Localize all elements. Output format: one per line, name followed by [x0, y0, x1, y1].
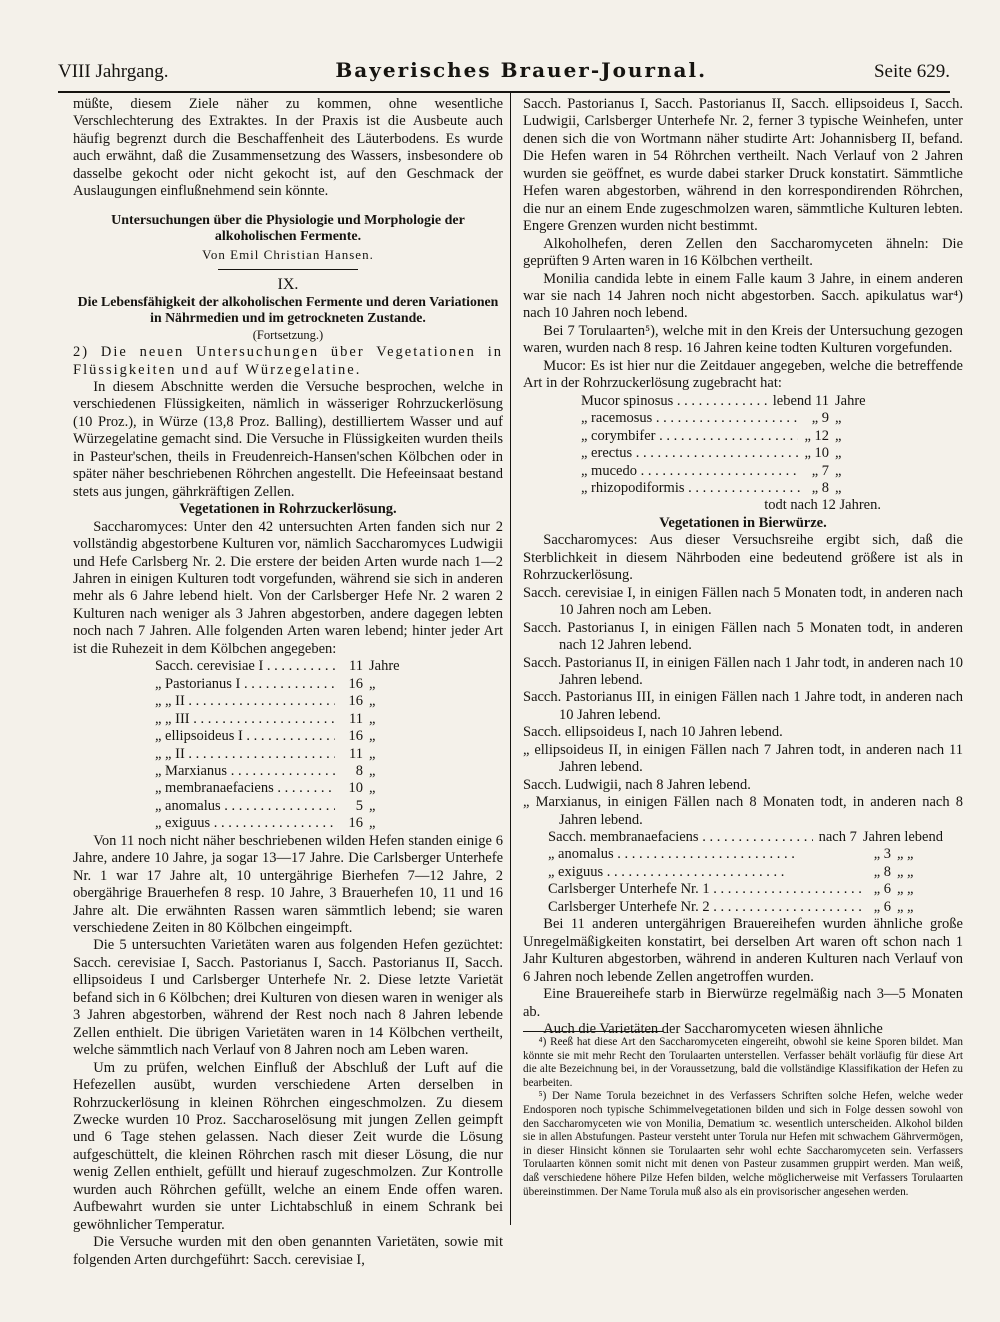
paragraph: Die Versuche wurden mit den oben genannten Varietäten, sowie mit folgenden Arten durchgeführt: Sacch. cerevisiae I, [73, 1234, 503, 1268]
list-item: Sacch. cerevisiae I, in einigen Fällen nach 5 Monaten todt, in anderen nach 10 Jahren noch am Leben. [523, 584, 963, 619]
paragraph: Auch die Varietäten der Saccharomyceten wiesen ähnliche [543, 1021, 883, 1038]
paragraph: Sacch. Pastorianus I, Sacch. Pastorianus II, Sacch. ellipsoideus I, Sacch. Ludwigii, Carlsberger Unterhefe Nr. 2, ferner 3 typische Weinhefen, unter denen sich die von Wortmann näher studirte Art: Johannisberg II, befand. Die Hefen waren in 54 Röhrchen vertheilt. Nach Verlauf von 2 Jahren wurden sie geöffnet, es wurde dabei starker Druck konstatirt. Sämmtliche Hefen waren abgestorben, während in den korrespondirenden Röhrchen, die nur an einem Ende zugeschmolzen waren, sämmtliche Kulturen lebten. Engere Grenzen wurden nicht bestimmt. [523, 96, 963, 235]
section-heading-2: 2) Die neuen Untersuchungen über Vegetationen in Flüssigkeiten und auf Würzegelatine. [73, 344, 503, 378]
list-item: „ Marxianus, in einigen Fällen nach 8 Monaten todt, in anderen nach 8 Jahren lebend. [523, 794, 963, 828]
mucor-list [581, 393, 881, 515]
list-item: „ rhizopodiformis . . . „ 8 „ [581, 480, 881, 497]
list-item: „ Pastorianus I . . . 16 „ [155, 676, 415, 693]
heading-bierwuerze: Vegetationen in Bierwürze. [659, 514, 827, 531]
paragraph: In diesem Abschnitte werden die Versuche besprochen, welche in verschiedenen Flüssigkeiten, nämlich in wässeriger Rohrzuckerlösung (10 Proz.), in Würze (13,8 Proz. Balling), destilliertem Wasser und auf Würzegelatine gemacht sind. Die Versuche in Flüssigkeiten wurden theils in Pasteur'schen, theils in Freudenreich-Hansen'schen Kölbchen oder in später näher beschriebenen Röhrchen angestellt. Die Hefeeinsaat bestand stets aus jungen, gährkräftigen Zellen. [73, 378, 503, 500]
page-number: Seite 629. [873, 61, 950, 82]
list-item: „ anomalus . . . 5 „ [155, 798, 415, 815]
list-item: Sacch. Pastorianus II, in einigen Fällen nach 1 Jahr todt, in anderen nach 10 Jahren lebend. [523, 654, 963, 688]
journal-title: Bayerisches Brauer-Journal. [335, 58, 708, 82]
article-byline: Von Emil Christian Hansen. [202, 246, 374, 262]
wuerze-list [548, 829, 943, 916]
title-rule [218, 269, 358, 270]
list-item: „ exiguus . . . „ 8 „ „ [548, 864, 943, 881]
mucor-end-line: todt nach 12 Jahren. [764, 497, 881, 514]
yeast-list [155, 658, 415, 833]
section-numeral: IX. [277, 276, 299, 294]
list-item: „ Marxianus . . . 8 „ [155, 763, 415, 780]
header-rule [58, 91, 950, 93]
footnote: ⁴) Reeß hat diese Art den Saccharomyceten eingereiht, obwohl sie keine Sporen bildet. Man könnte sie mit mehr Recht den Torulaarten unterstellen. Verfasser behält vorläufig für diese Art die alte Bezeichnung bei, in der Voraussetzung, bald die vollständige Klassifikation der Hefen zu bearbeiten. [523, 1036, 963, 1089]
article-title: Untersuchungen über die Physiologie und Morphologie der alkoholischen Fermente. [111, 212, 465, 245]
right-column [523, 96, 963, 1038]
footnote-rule [523, 1031, 663, 1032]
list-item: „ „ II . . . 16 „ [155, 693, 415, 710]
list-item: Sacch. Ludwigii, nach 8 Jahren lebend. [523, 776, 751, 793]
paragraph: Von 11 noch nicht näher beschriebenen wilden Hefen standen einige 6 Jahre, andere 10 Jahre, ja sogar 13—17 Jahre. Die Carlsberger Unterhefe Nr. 1 war 17 Jahre alt, 10 untergährige Bierhefen 7—12 Jahre, 2 obergährige Brauerhefen 8 resp. 10 Jahre, 3 Brauerhefen 10, 11 und 16 Jahre alt. Die erwähnten Rassen waren sämmtlich lebend; sie waren verschiedene Zeiten in 80 Kölbchen eingeimpft. [73, 832, 503, 937]
paragraph: Bei 11 anderen untergährigen Brauereihefen wurden ähnliche große Unregelmäßigkeiten konstatirt, bei derselben Art waren oft schon nach 1 Jahr Kulturen abgestorben, während in anderen Kulturen nach Verlauf von 6 Jahren noch lebende Zellen angetroffen wurden. [523, 916, 963, 985]
footnotes [523, 1036, 963, 1199]
list-item: „ erectus . . . „ 10 „ [581, 445, 881, 462]
page-header [58, 58, 950, 88]
continued-note: (Fortsetzung.) [252, 327, 324, 342]
paragraph: Mucor: Es ist hier nur die Zeitdauer angegeben, welche die betreffende Art in der Rohrzuckerlösung zugebracht hat: [523, 357, 963, 392]
paragraph: Um zu prüfen, welchen Einfluß der Abschluß der Luft auf die Hefezellen ausübt, wurden verschiedene Arten derselben in Rohrzuckerlösung in kleinen Röhrchen eingeschmolzen. Zu diesem Zwecke wurden 10 Proz. Saccharoselösung mit jungen Zellen geimpft und 6 Tage stehen gelassen. Nach dieser Zeit wurde die Lösung aufgeschüttelt, die kleinen Röhrchen rasch mit dieser Lösung, die nur wenig Zellen enthielt, gefüllt und hierauf zugeschmolzen. Zur Kontrolle wurden auch Röhrchen gefüllt, welche an einem Ende offen waren. Aufbewahrt wurden sie unter Lichtabschluß in einem Schrank bei gewöhnlicher Temperatur. [73, 1059, 503, 1233]
list-item: Mucor spinosus . . . lebend 11 Jahre [581, 393, 881, 410]
paragraph: Saccharomyces: Aus dieser Versuchsreihe ergibt sich, daß die Sterblichkeit in diesem Nährboden eine bedeutend größere ist als in Rohrzuckerlösung. [523, 532, 963, 584]
list-item: Carlsberger Unterhefe Nr. 2 . . . „ 6 „ „ [548, 899, 943, 916]
list-item: Sacch. cerevisiae I . . . 11 Jahre [155, 658, 415, 675]
left-column [73, 96, 503, 1269]
list-item: „ corymbifer . . . „ 12 „ [581, 428, 881, 445]
paragraph: Bei 7 Torulaarten⁵), welche mit in den Kreis der Untersuchung gezogen waren, wurden nach 8 resp. 16 Jahren keine todten Kulturen vorgefunden. [523, 322, 963, 357]
continuation-paragraph: müßte, diesem Ziele näher zu kommen, ohne wesentliche Verschlechterung des Extraktes. In der Praxis ist die Ausbeute auch häufig begrenzt durch die Beschaffenheit des Läuterbodens. Es wurde auch erwähnt, daß die Zusammensetzung des Wassers, insbesondere ob dasselbe gekocht oder nicht gekocht ist, auf den Geschmack der Auslaugungen einflußnehmend sein könnte. [73, 96, 503, 200]
paragraph: Eine Brauereihefe starb in Bierwürze regelmäßig nach 3—5 Monaten ab. [523, 986, 963, 1020]
column-divider [510, 93, 511, 1225]
list-item: Carlsberger Unterhefe Nr. 1 . . . „ 6 „ „ [548, 881, 943, 898]
list-item: Sacch. Pastorianus I, in einigen Fällen nach 5 Monaten todt, in anderen nach 12 Jahren lebend. [523, 619, 963, 654]
list-item: „ „ II . . . 11 „ [155, 746, 415, 763]
list-item: „ mucedo . . . „ 7 „ [581, 463, 881, 480]
list-item: „ ellipsoideus I . . . 16 „ [155, 728, 415, 745]
volume-label: VIII Jahrgang. [58, 61, 169, 82]
footnote: ⁵) Der Name Torula bezeichnet in des Verfassers Schriften solche Hefen, welche weder Endosporen noch typische Schimmelvegetationen bilden und sich in Folge dessen sowohl von den Saccharomyceten wie von Monilia, Dematium ꝛc. wesentlich unterscheiden. Alkohol bilden sie in allen Abstufungen. Pasteur versteht unter Torula nur Hefen mit schwachem Gährvermögen, in dieser Hinsicht können sie Torulaarten sehr wohl echte Saccharomyceten sein. Verfassers Torulaarten können somit nicht mit denen von Pasteur zusammen gruppirt werden. Man weiß, daß verschiedene höhere Pilze Hefen bilden, welche möglicherweise mit Verfassers Torulaarten übereinstimmen. Der Name Torula muß also als ein provisorischer angesehen werden. [523, 1090, 963, 1198]
list-item: „ ellipsoideus II, in einigen Fällen nach 7 Jahren todt, in anderen nach 11 Jahren lebend. [523, 741, 963, 776]
list-item: „ „ III . . . 11 „ [155, 711, 415, 728]
list-item: „ exiguus . . . 16 „ [155, 815, 415, 832]
paragraph: Saccharomyces: Unter den 42 untersuchten Arten fanden sich nur 2 vollständig abgestorbene Kulturen vor, nämlich Saccharomyces Ludwigii und Hefe Carlsberg Nr. 2. Die erstere der beiden Arten wurde nach 1—2 Jahren in einigen Kulturen todt vorgefunden, während sie sich in anderen mehr als 6 Jahre lebend hielt. Von der Carlsberger Hefe Nr. 2 waren 2 Kulturen nach weniger als 3 Jahren abgestorben, andere dagegen lebten noch nach 7 Jahren. Alle folgenden Arten waren lebend; hinter jeder Art ist die Ruhezeit in dem Kölbchen angegeben: [73, 518, 503, 657]
paragraph: Die 5 untersuchten Varietäten waren aus folgenden Hefen gezüchtet: Sacch. cerevisiae I, Sacch. Pastorianus I, Sacch. Pastorianus II, Sacch. ellipsoideus I und Carlsberger Unterhefe Nr. 2. Diese letzte Varietät befand sich in 6 Kölbchen; drei Kulturen von diesen waren in weniger als 3 Jahren abgestorben, während der Rest noch nach 8 Jahren lebende Zellen enthielt. Die übrigen Varietäten waren in 14 Kölbchen vertheilt, welche sämmtlich nach Verlauf von 8 Jahren noch am Leben waren. [73, 937, 503, 1059]
heading-rohrzucker: Vegetationen in Rohrzuckerlösung. [179, 501, 397, 518]
list-item: „ racemosus . . . „ 9 „ [581, 410, 881, 427]
list-item: Sacch. Pastorianus III, in einigen Fällen nach 1 Jahre todt, in anderen nach 10 Jahren lebend. [523, 689, 963, 723]
list-item: Sacch. membranaefaciens . . . nach 7 Jahren lebend [548, 829, 943, 846]
article-subtitle: Die Lebensfähigkeit der alkoholischen Fermente und deren Variationen in Nährmedien und im getrockneten Zustande. [77, 293, 499, 326]
list-item: „ membranaefaciens . . . 10 „ [155, 780, 415, 797]
list-item: „ anomalus . . . „ 3 „ „ [548, 846, 943, 863]
paragraph: Monilia candida lebte in einem Falle kaum 3 Jahre, in einem anderen war sie nach 14 Jahren noch nicht abgestorben. Sacch. apikulatus war⁴) nach 10 Jahren noch lebend. [523, 270, 963, 322]
paragraph: Alkoholhefen, deren Zellen den Saccharomyceten ähneln: Die geprüften 9 Arten waren in 16 Kölbchen vertheilt. [523, 235, 963, 270]
list-item: Sacch. ellipsoideus I, nach 10 Jahren lebend. [523, 724, 783, 741]
